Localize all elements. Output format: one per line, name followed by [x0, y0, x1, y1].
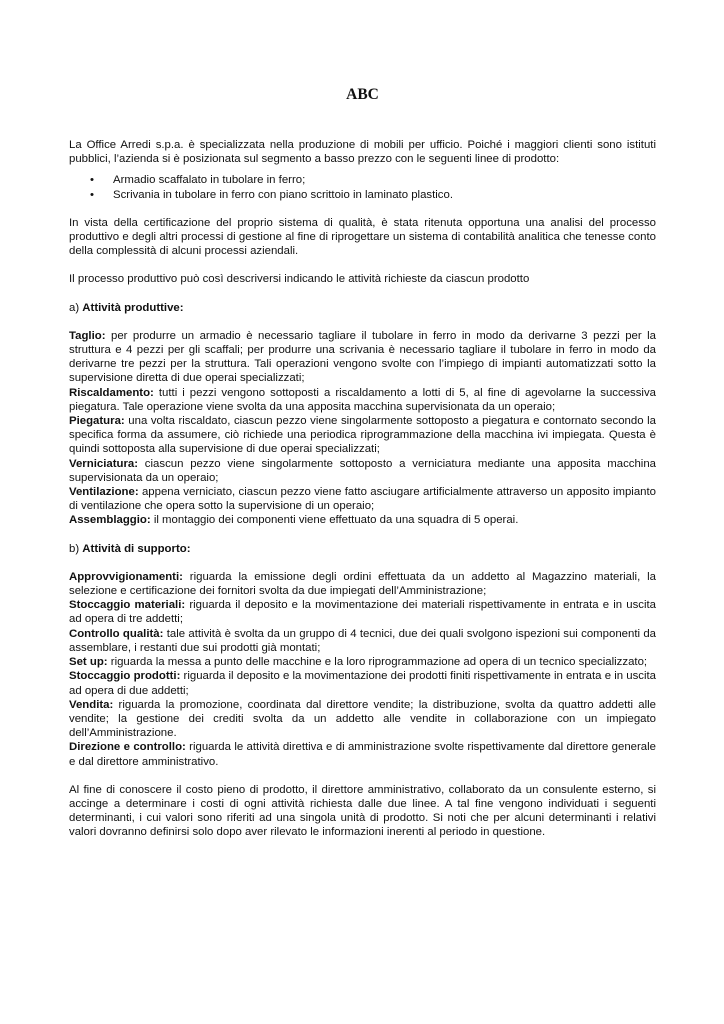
product-lines-list — [69, 173, 656, 201]
activity-entry — [69, 414, 656, 457]
final-paragraph: Al fine di conoscere il costo pieno di prodotto, il direttore amministrativo, collaborato da un consulente esterno, si accinge a determinare i costi di ogni attività richiesta dalle due linee. A tal fine vengono individuati i seguenti determinanti, i cui valori sono riferiti ad una singola unità di prodotto. Si noti che per alcuni determinanti i relativi valori dovranno definirsi solo dopo aver rilevato le informazioni inerenti al periodo in questione. — [69, 783, 656, 839]
list-item-text: Armadio scaffalato in tubolare in ferro; — [113, 174, 306, 187]
process-paragraph: Il processo produttivo può così descriversi indicando le attività richieste da ciascun prodotto — [69, 273, 530, 286]
activity-term: Riscaldamento: — [69, 386, 154, 399]
section-a-prefix: a) — [69, 301, 83, 314]
activity-term: Taglio: — [69, 329, 106, 342]
activity-term: Controllo qualità: — [69, 627, 164, 640]
document-page — [69, 86, 656, 840]
activity-term: Direzione e controllo: — [69, 741, 186, 754]
activity-term: Approvvigionamenti: — [69, 570, 183, 583]
quality-paragraph: In vista della certificazione del proprio sistema di qualità, è stata ritenuta opportuna una analisi del processo produttivo e degli altri processi di gestione al fine di riprogettare un sistema di contabilità analitica che tenesse conto della complessità di alcuni processi aziendali. — [69, 216, 656, 258]
activity-term: Assemblaggio: — [69, 514, 151, 527]
activity-description: per produrre un armadio è necessario tagliare il tubolare in ferro in modo da derivarne 3 pezzi per la struttura e 4 pezzi per gli scaffali; per produrre una scrivania è necessario tagliare il tubolare in ferro in modo da derivarne tre pezzi per la struttura. Tali operazioni vengono svolte con l’impiego di impianti automatizzati sotto la supervisione diretta di due operai specializzati; — [69, 329, 656, 385]
activity-description: tale attività è svolta da un gruppo di 4 tecnici, due dei quali svolgono ispezioni sui componenti da assemblare, i restanti due sui prodotti già montati; — [69, 627, 657, 654]
activity-description: riguarda il deposito e la movimentazione dei materiali rispettivamente in entrata e in uscita ad opera di tre addetti; — [69, 599, 656, 626]
section-a-heading — [69, 301, 656, 315]
activity-entry — [69, 485, 656, 513]
activity-term: Stoccaggio prodotti: — [69, 670, 181, 683]
activity-entry — [69, 740, 656, 768]
activity-description: riguarda la emissione degli ordini effettuata da un addetto al Magazzino materiali, la selezione e certificazione dei fornitori svolta da due impiegati dell’Amministrazione; — [69, 570, 656, 598]
section-a-title: Attività produttive: — [82, 301, 184, 314]
section-b-prefix: b) — [69, 542, 83, 555]
section-b-heading — [69, 542, 656, 556]
support-activities — [69, 570, 656, 769]
activity-term: Ventilazione: — [69, 486, 139, 499]
activity-entry — [69, 457, 656, 485]
activity-entry — [69, 655, 656, 669]
activity-entry — [69, 513, 656, 527]
activity-description: tutti i pezzi vengono sottoposti a riscaldamento a lotti di 5, al fine di agevolarne la successiva piegatura. Tale operazione viene svolta da una apposita macchina supervisionata da un operaio; — [69, 386, 656, 413]
intro-paragraph: La Office Arredi s.p.a. è specializzata nella produzione di mobili per ufficio. Poiché i maggiori clienti sono istituti pubblici, l’azienda si è posizionata sul segmento a basso prezzo con le seguenti linee di prodotto: — [69, 139, 656, 166]
bullet-icon: • — [90, 188, 94, 201]
list-item — [69, 188, 656, 202]
activity-entry — [69, 570, 656, 598]
activity-description: riguarda la messa a punto delle macchine e la loro riprogrammazione ad opera di un tecnico specializzato; — [107, 656, 648, 669]
section-b-title: Attività di supporto: — [82, 542, 191, 555]
activity-term: Stoccaggio materiali: — [69, 599, 186, 612]
activity-entry — [69, 329, 656, 386]
activity-term: Set up: — [69, 656, 108, 669]
activity-description: ciascun pezzo viene singolarmente sottoposto a verniciatura mediante una apposita macchina supervisionata da un operaio; — [69, 457, 656, 484]
activity-term: Piegatura: — [69, 415, 125, 428]
activity-entry — [69, 386, 656, 414]
bullet-icon: • — [90, 174, 94, 187]
production-activities — [69, 329, 656, 528]
activity-entry — [69, 627, 656, 655]
activity-description: riguarda la promozione, coordinata dal direttore vendite; la distribuzione, svolta da quattro addetti alle vendite; la gestione dei crediti svolta da un addetto alle vendite in collaborazione con un impiegato dell’Amministrazione. — [69, 698, 656, 740]
activity-term: Verniciatura: — [69, 457, 139, 470]
list-item-text: Scrivania in tubolare in ferro con piano scrittoio in laminato plastico. — [113, 188, 453, 201]
document-title: ABC — [346, 86, 379, 103]
list-item — [69, 173, 656, 187]
activity-term: Vendita: — [69, 698, 114, 711]
activity-description: appena verniciato, ciascun pezzo viene fatto asciugare artificialmente attraverso un apposito impianto di ventilazione che opera sotto la supervisione di un operaio; — [69, 486, 656, 513]
activity-entry — [69, 598, 656, 626]
activity-description: riguarda le attività direttiva e di amministrazione svolte rispettivamente dal direttore generale e dal direttore amministrativo. — [69, 741, 656, 768]
activity-description: riguarda il deposito e la movimentazione dei prodotti finiti rispettivamente in entrata e in uscita ad opera di due addetti; — [69, 670, 656, 697]
activity-entry — [69, 669, 656, 697]
activity-description: una volta riscaldato, ciascun pezzo viene singolarmente sottoposto a piegatura e contornato secondo la specifica forma da assumere, ciò richiede una periodica riprogrammazione della macchina ivi impiegata. Questa è quindi sottoposta alla supervisione di due operai specializzati; — [69, 415, 656, 456]
activity-entry — [69, 698, 656, 741]
activity-description: il montaggio dei componenti viene effettuato da una squadra di 5 operai. — [150, 514, 519, 527]
